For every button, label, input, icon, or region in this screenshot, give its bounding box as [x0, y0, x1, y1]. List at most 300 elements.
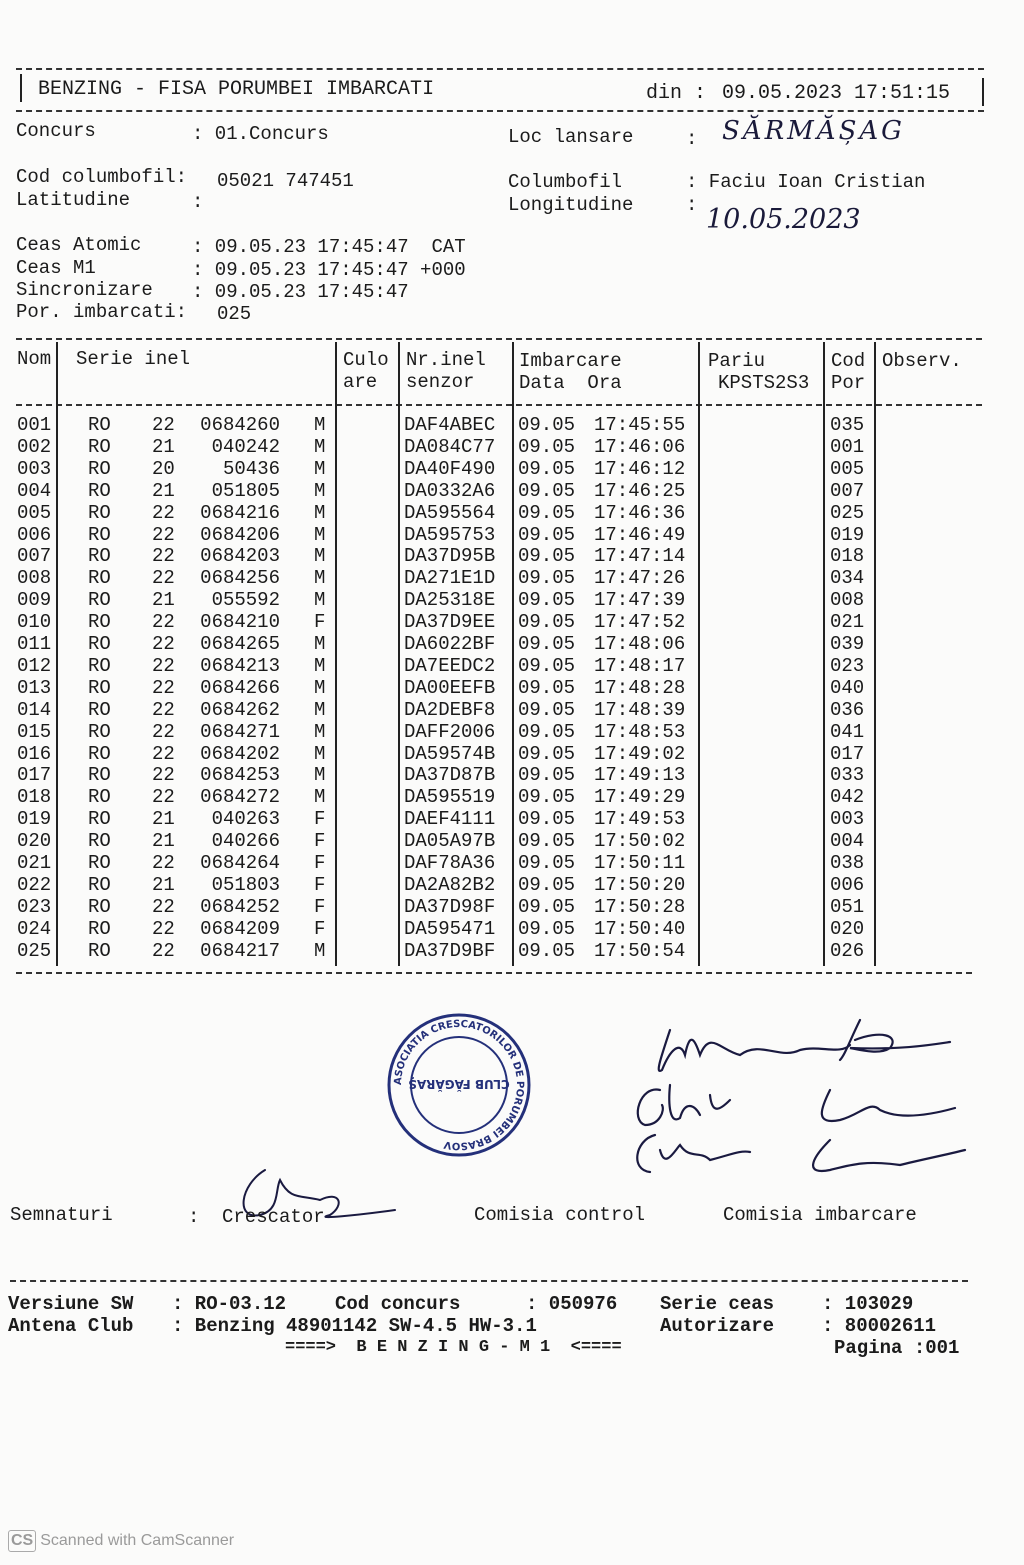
cell-cod-por: 021 — [830, 611, 865, 634]
cell-year: 22 — [152, 764, 175, 787]
cell-time: 17:47:39 — [594, 589, 686, 612]
cell-sensor: DA37D9EE — [404, 611, 496, 634]
cell-time: 17:47:52 — [594, 611, 686, 634]
box-border — [20, 74, 22, 102]
cell-sex: M — [314, 698, 326, 721]
cell-date: 09.05 — [518, 786, 576, 809]
cell-ring-number: 0684216 — [200, 501, 280, 524]
cell-sex: M — [314, 457, 326, 480]
cell-sex: F — [314, 873, 326, 896]
cell-date: 09.05 — [518, 742, 576, 765]
cell-time: 17:46:12 — [594, 457, 686, 480]
ceas-atomic-value: : 09.05.23 17:45:47 CAT — [192, 236, 466, 258]
columbofil-label: Columbofil — [508, 171, 623, 193]
cell-cod-por: 008 — [830, 589, 865, 612]
cell-cod-por: 036 — [830, 698, 865, 721]
cell-nom: 002 — [17, 435, 52, 458]
versiune-sw-value: : RO-03.12 — [172, 1293, 287, 1315]
header-por: Por — [831, 372, 866, 394]
cell-date: 09.05 — [518, 939, 576, 962]
cell-sex: M — [314, 676, 326, 699]
cell-year: 22 — [152, 523, 175, 546]
cell-cod-por: 023 — [830, 654, 865, 677]
cell-country: RO — [88, 764, 111, 787]
cell-cod-por: 034 — [830, 567, 865, 590]
din-label: din : — [646, 82, 707, 105]
cell-country: RO — [88, 830, 111, 853]
cell-sensor: DAEF4111 — [404, 808, 496, 831]
cod-concurs-value: : 050976 — [526, 1293, 618, 1315]
divider — [16, 110, 984, 112]
din-value: 09.05.2023 17:51:15 — [722, 82, 951, 105]
cell-time: 17:49:02 — [594, 742, 686, 765]
crescator-label: Crescator — [222, 1206, 325, 1228]
cell-nom: 001 — [17, 414, 52, 436]
handwritten-date: 10.05.2023 — [706, 204, 861, 235]
cell-nom: 025 — [17, 939, 52, 962]
cell-year: 22 — [152, 501, 175, 524]
cell-country: RO — [88, 742, 111, 765]
cell-date: 09.05 — [518, 567, 576, 590]
cell-sex: M — [314, 545, 326, 568]
cell-ring-number: 040242 — [211, 435, 280, 458]
cell-time: 17:48:53 — [594, 720, 686, 743]
cell-date: 09.05 — [518, 479, 576, 502]
columbofil-value: : Faciu Ioan Cristian — [686, 171, 926, 193]
por-imbarcati-value: 025 — [217, 303, 252, 325]
cell-ring-number: 0684206 — [200, 523, 280, 546]
cell-time: 17:47:14 — [594, 545, 686, 568]
cell-country: RO — [88, 567, 111, 590]
cell-nom: 018 — [17, 786, 52, 809]
cell-ring-number: 0684217 — [200, 939, 280, 962]
cell-cod-por: 004 — [830, 830, 865, 853]
cell-time: 17:49:29 — [594, 786, 686, 809]
cell-country: RO — [88, 676, 111, 699]
cell-sex: M — [314, 742, 326, 765]
crescator-signature — [220, 1160, 410, 1240]
cell-country: RO — [88, 654, 111, 677]
header-nom: Nom — [17, 348, 52, 370]
longitudine-label: Longitudine — [508, 194, 634, 216]
cell-year: 22 — [152, 742, 175, 765]
cell-sensor: DA37D98F — [404, 895, 496, 918]
commission-signatures — [600, 1000, 980, 1190]
cell-sex: M — [314, 589, 326, 612]
cell-nom: 024 — [17, 917, 52, 940]
stamp-ring-text: ASOCIATIA CRESCATORILOR DE PORUMBEI BRASOV — [392, 1018, 526, 1152]
cell-country: RO — [88, 698, 111, 721]
cell-nom: 015 — [17, 720, 52, 743]
sincronizare-value: : 09.05.23 17:45:47 — [192, 281, 409, 303]
column-divider — [335, 342, 337, 966]
cell-sensor: DA37D95B — [404, 545, 496, 568]
cell-ring-number: 0684265 — [200, 633, 280, 655]
cell-time: 17:49:13 — [594, 764, 686, 787]
header-senzor: senzor — [406, 371, 475, 393]
cell-country: RO — [88, 917, 111, 940]
cell-ring-number: 0684271 — [200, 720, 280, 743]
column-divider — [698, 342, 700, 966]
header-kpsts2s3: KPSTS2S3 — [718, 372, 810, 394]
cell-year: 22 — [152, 895, 175, 918]
cell-country: RO — [88, 873, 111, 896]
cell-sex: M — [314, 939, 326, 962]
camscanner-text: Scanned with CamScanner — [40, 1532, 235, 1549]
cell-sensor: DA05A97B — [404, 830, 496, 853]
serie-ceas-value: : 103029 — [822, 1293, 914, 1315]
camscanner-watermark — [8, 1530, 234, 1552]
por-imbarcati-label: Por. imbarcati: — [16, 301, 188, 323]
cell-time: 17:45:55 — [594, 414, 686, 436]
cell-year: 21 — [152, 873, 175, 896]
cell-date: 09.05 — [518, 654, 576, 677]
concurs-value: : 01.Concurs — [192, 123, 329, 145]
cell-sex: M — [314, 435, 326, 458]
concurs-label: Concurs — [16, 120, 96, 142]
cell-date: 09.05 — [518, 895, 576, 918]
cell-nom: 011 — [17, 633, 52, 655]
cell-sensor: DA595519 — [404, 786, 496, 809]
cell-cod-por: 007 — [830, 479, 865, 502]
header-culoare-2: are — [343, 371, 378, 393]
cell-cod-por: 039 — [830, 633, 865, 655]
cell-time: 17:48:06 — [594, 633, 686, 655]
cell-sensor: DA59574B — [404, 742, 496, 765]
cell-date: 09.05 — [518, 830, 576, 853]
cell-cod-por: 019 — [830, 523, 865, 546]
cell-time: 17:48:39 — [594, 698, 686, 721]
cell-year: 22 — [152, 654, 175, 677]
cell-sex: M — [314, 654, 326, 677]
cell-country: RO — [88, 435, 111, 458]
cell-cod-por: 005 — [830, 457, 865, 480]
cell-cod-por: 025 — [830, 501, 865, 524]
cell-time: 17:46:25 — [594, 479, 686, 502]
cell-country: RO — [88, 633, 111, 655]
cell-ring-number: 50436 — [222, 457, 280, 480]
table-top-divider — [16, 338, 982, 340]
cell-nom: 003 — [17, 457, 52, 480]
sincronizare-label: Sincronizare — [16, 279, 153, 301]
cell-date: 09.05 — [518, 501, 576, 524]
serie-ceas-label: Serie ceas — [660, 1293, 775, 1315]
cell-date: 09.05 — [518, 764, 576, 787]
cell-year: 22 — [152, 633, 175, 655]
cell-ring-number: 0684266 — [200, 676, 280, 699]
longitudine-value: : — [686, 194, 698, 216]
cell-ring-number: 055592 — [211, 589, 280, 612]
cell-sex: M — [314, 633, 326, 655]
cell-country: RO — [88, 523, 111, 546]
cell-time: 17:49:53 — [594, 808, 686, 831]
header-cod: Cod — [831, 350, 866, 372]
cell-nom: 023 — [17, 895, 52, 918]
cod-columbofil-value: 05021 747451 — [217, 170, 354, 192]
cell-date: 09.05 — [518, 698, 576, 721]
cell-cod-por: 026 — [830, 939, 865, 962]
cell-cod-por: 001 — [830, 435, 865, 458]
cell-nom: 020 — [17, 830, 52, 853]
document-title: BENZING - FISA PORUMBEI IMBARCATI — [38, 78, 435, 101]
header-pariu: Pariu — [708, 350, 766, 372]
cell-year: 21 — [152, 808, 175, 831]
cell-cod-por: 035 — [830, 414, 865, 436]
page-number: Pagina :001 — [834, 1337, 960, 1359]
cell-sensor: DA595753 — [404, 523, 496, 546]
cell-time: 17:50:02 — [594, 830, 686, 853]
cell-country: RO — [88, 611, 111, 634]
cell-time: 17:50:40 — [594, 917, 686, 940]
column-divider — [874, 342, 876, 966]
cell-time: 17:46:06 — [594, 435, 686, 458]
antena-club-label: Antena Club — [8, 1315, 134, 1337]
cell-sensor: DA00EEFB — [404, 676, 496, 699]
autorizare-label: Autorizare — [660, 1315, 775, 1337]
cell-date: 09.05 — [518, 676, 576, 699]
header-observ: Observ. — [882, 350, 962, 372]
cell-date: 09.05 — [518, 873, 576, 896]
cell-cod-por: 006 — [830, 873, 865, 896]
antena-club-value: : Benzing 48901142 SW-4.5 HW-3.1 — [172, 1315, 537, 1337]
cell-ring-number: 0684272 — [200, 786, 280, 809]
cell-nom: 009 — [17, 589, 52, 612]
cell-cod-por: 038 — [830, 852, 865, 874]
cell-date: 09.05 — [518, 808, 576, 831]
cell-ring-number: 0684262 — [200, 698, 280, 721]
cell-date: 09.05 — [518, 435, 576, 458]
column-divider — [823, 342, 825, 966]
latitudine-label: Latitudine — [16, 189, 131, 211]
cell-nom: 004 — [17, 479, 52, 502]
cell-sex: M — [314, 523, 326, 546]
ceas-m1-value: : 09.05.23 17:45:47 +000 — [192, 259, 466, 281]
header-nr-inel: Nr.inel — [406, 349, 486, 371]
header-data-ora: Data Ora — [519, 372, 622, 394]
cell-nom: 010 — [17, 611, 52, 634]
cod-columbofil-label: Cod columbofil: — [16, 166, 188, 188]
cell-time: 17:48:28 — [594, 676, 686, 699]
cell-country: RO — [88, 720, 111, 743]
cell-year: 22 — [152, 676, 175, 699]
cell-ring-number: 0684253 — [200, 764, 280, 787]
cell-date: 09.05 — [518, 589, 576, 612]
cell-year: 22 — [152, 786, 175, 809]
cell-ring-number: 0684202 — [200, 742, 280, 765]
cell-sensor: DA7EEDC2 — [404, 654, 496, 677]
cell-ring-number: 0684252 — [200, 895, 280, 918]
cell-ring-number: 0684260 — [200, 414, 280, 436]
cell-sex: M — [314, 501, 326, 524]
cell-nom: 005 — [17, 501, 52, 524]
cell-sensor: DA595564 — [404, 501, 496, 524]
cell-sensor: DA37D9BF — [404, 939, 496, 962]
cell-time: 17:46:49 — [594, 523, 686, 546]
divider — [16, 68, 984, 70]
cell-country: RO — [88, 939, 111, 962]
cell-sensor: DA40F490 — [404, 457, 496, 480]
cell-year: 22 — [152, 567, 175, 590]
cell-year: 21 — [152, 479, 175, 502]
cell-cod-por: 020 — [830, 917, 865, 940]
camscanner-logo: CS — [8, 1530, 36, 1552]
cell-time: 17:50:54 — [594, 939, 686, 962]
cell-year: 21 — [152, 435, 175, 458]
cell-sensor: DA084C77 — [404, 435, 496, 458]
cell-cod-por: 042 — [830, 786, 865, 809]
cell-sex: F — [314, 611, 326, 634]
cell-date: 09.05 — [518, 720, 576, 743]
cell-sensor: DA6022BF — [404, 633, 496, 655]
column-divider — [398, 342, 400, 966]
cell-year: 22 — [152, 414, 175, 436]
cell-sex: M — [314, 414, 326, 436]
cell-sex: F — [314, 830, 326, 853]
cell-sex: M — [314, 786, 326, 809]
cell-ring-number: 0684203 — [200, 545, 280, 568]
cell-ring-number: 0684213 — [200, 654, 280, 677]
latitudine-value: : — [192, 191, 204, 213]
cell-ring-number: 0684210 — [200, 611, 280, 634]
cell-cod-por: 003 — [830, 808, 865, 831]
cell-cod-por: 051 — [830, 895, 865, 918]
table-header-divider — [16, 404, 982, 406]
cell-year: 22 — [152, 545, 175, 568]
header-imbarcare: Imbarcare — [519, 350, 622, 372]
cell-sex: M — [314, 764, 326, 787]
semnaturi-label: Semnaturi — [10, 1204, 113, 1226]
cell-nom: 013 — [17, 676, 52, 699]
cell-nom: 017 — [17, 764, 52, 787]
cell-nom: 007 — [17, 545, 52, 568]
comisia-control-label: Comisia control — [474, 1204, 646, 1226]
cell-sex: F — [314, 895, 326, 918]
cell-country: RO — [88, 501, 111, 524]
cell-sex: M — [314, 567, 326, 590]
cell-country: RO — [88, 414, 111, 436]
cell-year: 22 — [152, 939, 175, 962]
cell-time: 17:48:17 — [594, 654, 686, 677]
cell-ring-number: 0684256 — [200, 567, 280, 590]
ceas-m1-label: Ceas M1 — [16, 257, 96, 279]
comisia-imbarcare-label: Comisia imbarcare — [723, 1204, 917, 1226]
cod-concurs-label: Cod concurs — [335, 1293, 461, 1315]
cell-nom: 022 — [17, 873, 52, 896]
cell-ring-number: 040263 — [211, 808, 280, 831]
cell-nom: 019 — [17, 808, 52, 831]
cell-sensor: DA37D87B — [404, 764, 496, 787]
cell-year: 22 — [152, 720, 175, 743]
cell-date: 09.05 — [518, 457, 576, 480]
cell-sensor: DA595471 — [404, 917, 496, 940]
loc-lansare-handwritten: SĂRMĂȘAG — [722, 116, 905, 146]
cell-date: 09.05 — [518, 523, 576, 546]
cell-sex: F — [314, 852, 326, 874]
cell-cod-por: 018 — [830, 545, 865, 568]
club-stamp — [384, 1010, 534, 1160]
cell-nom: 014 — [17, 698, 52, 721]
cell-country: RO — [88, 545, 111, 568]
header-serie-inel: Serie inel — [76, 348, 191, 370]
cell-cod-por: 041 — [830, 720, 865, 743]
cell-country: RO — [88, 479, 111, 502]
footer-divider — [10, 1280, 968, 1282]
cell-year: 22 — [152, 852, 175, 874]
cell-time: 17:50:11 — [594, 852, 686, 874]
cell-year: 20 — [152, 457, 175, 480]
column-divider — [56, 342, 58, 400]
cell-sex: F — [314, 917, 326, 940]
box-border — [982, 78, 984, 106]
cell-country: RO — [88, 457, 111, 480]
cell-sensor: DA271E1D — [404, 567, 496, 590]
semnaturi-sep: : — [188, 1206, 200, 1228]
cell-sensor: DA2A82B2 — [404, 873, 496, 896]
cell-sensor: DAF78A36 — [404, 852, 496, 874]
cell-sex: M — [314, 720, 326, 743]
cell-sensor: DAF4ABEC — [404, 414, 496, 436]
autorizare-value: : 80002611 — [822, 1315, 937, 1337]
cell-year: 22 — [152, 917, 175, 940]
cell-date: 09.05 — [518, 414, 576, 436]
cell-nom: 008 — [17, 567, 52, 590]
cell-country: RO — [88, 852, 111, 874]
cell-sex: F — [314, 808, 326, 831]
cell-ring-number: 0684209 — [200, 917, 280, 940]
cell-ring-number: 040266 — [211, 830, 280, 853]
cell-country: RO — [88, 786, 111, 809]
cell-sensor: DA0332A6 — [404, 479, 496, 502]
loc-lansare-label: Loc lansare — [508, 126, 634, 148]
cell-sensor: DA2DEBF8 — [404, 698, 496, 721]
cell-cod-por: 040 — [830, 676, 865, 699]
cell-date: 09.05 — [518, 917, 576, 940]
cell-date: 09.05 — [518, 611, 576, 634]
cell-ring-number: 051803 — [211, 873, 280, 896]
cell-year: 22 — [152, 698, 175, 721]
cell-nom: 016 — [17, 742, 52, 765]
cell-year: 21 — [152, 830, 175, 853]
header-culoare: Culo — [343, 349, 389, 371]
cell-ring-number: 051805 — [211, 479, 280, 502]
cell-sex: M — [314, 479, 326, 502]
cell-time: 17:50:20 — [594, 873, 686, 896]
cell-country: RO — [88, 808, 111, 831]
cell-ring-number: 0684264 — [200, 852, 280, 874]
cell-sensor: DA25318E — [404, 589, 496, 612]
cell-cod-por: 017 — [830, 742, 865, 765]
cell-time: 17:50:28 — [594, 895, 686, 918]
cell-date: 09.05 — [518, 633, 576, 655]
benzing-banner: ====> B E N Z I N G - M 1 <==== — [285, 1338, 622, 1357]
cell-year: 22 — [152, 611, 175, 634]
ceas-atomic-label: Ceas Atomic — [16, 234, 142, 256]
cell-date: 09.05 — [518, 545, 576, 568]
cell-cod-por: 033 — [830, 764, 865, 787]
cell-nom: 021 — [17, 852, 52, 874]
cell-time: 17:46:36 — [594, 501, 686, 524]
versiune-sw-label: Versiune SW — [8, 1293, 134, 1315]
cell-nom: 012 — [17, 654, 52, 677]
cell-time: 17:47:26 — [594, 567, 686, 590]
cell-sensor: DAFF2006 — [404, 720, 496, 743]
cell-date: 09.05 — [518, 852, 576, 874]
cell-nom: 006 — [17, 523, 52, 546]
table-bottom-divider — [16, 972, 972, 974]
cell-year: 21 — [152, 589, 175, 612]
stamp-center-text: CLUB FĂGĂRAȘ — [408, 1077, 510, 1091]
loc-sep: : — [686, 128, 698, 150]
